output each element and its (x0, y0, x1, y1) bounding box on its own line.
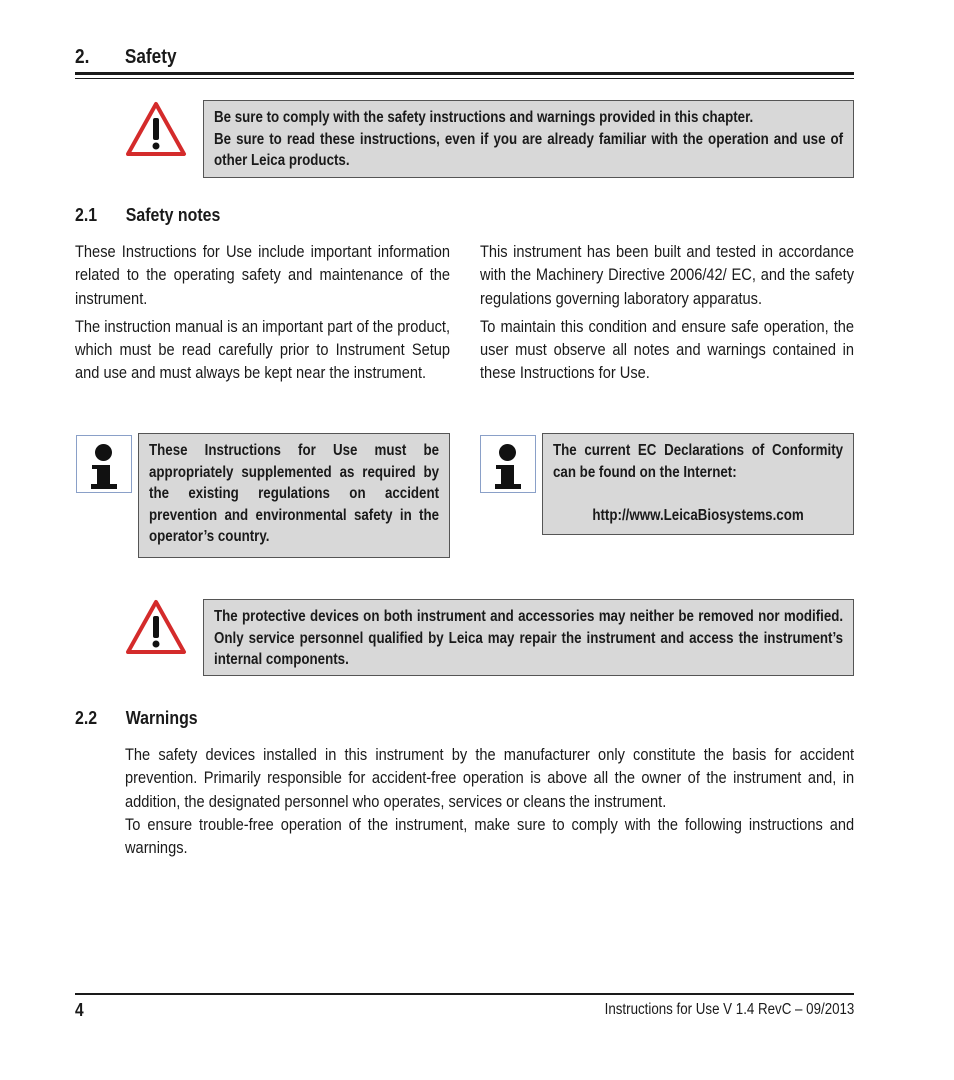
left-paragraph-1: These Instructions for Use include important information related to the operating safety and maintenance of the instrument. (75, 242, 451, 308)
warning-box-1 (203, 100, 854, 178)
warning-box-2-text: The protective devices on both instrument and accessories may neither be removed nor modified. Only service personnel qualified by Leica may repair the instrument and access the instrument’s internal components. (214, 608, 844, 668)
heading-rule-thin (75, 78, 854, 79)
chapter-title: Safety (124, 46, 177, 68)
footer-doc-info: Instructions for Use V 1.4 RevC – 09/2013 (604, 1001, 854, 1018)
info-box-left-text: These Instructions for Use must be appropriately supplemented as required by the existing regulations on accident prevention and environmental safety in the operator’s country. (149, 442, 440, 545)
info-i-icon (76, 435, 132, 493)
chapter-number: 2. (75, 46, 90, 68)
section-heading-safety-notes (75, 204, 220, 226)
section-number: 2.1 (75, 204, 98, 225)
right-paragraph-1: This instrument has been built and tested in accordance with the Machinery Directive 2006/42/ EC, and the safety regulations governing laboratory apparatus. (480, 242, 855, 308)
warning-triangle-icon (125, 599, 187, 655)
warnings-paragraph-2: To ensure trouble-free operation of the instrument, make sure to comply with the following instructions and warnings. (125, 814, 855, 858)
section-heading-warnings (75, 707, 198, 729)
warning-box-2 (203, 599, 854, 676)
footer-rule (75, 993, 854, 995)
warnings-paragraph-1: The safety devices installed in this instrument by the manufacturer only constitute the basis for accident prevention. Primarily responsible for accident-free operation is above all the owner of the instrument and, in addition, the designated personnel who operates, services or cleans the instrument. (125, 745, 855, 811)
section-number: 2.2 (75, 707, 98, 728)
leica-url-link[interactable]: http://www.LeicaBiosystems.com (592, 507, 804, 524)
warning-box-1-line-2: Be sure to read these instructions, even if you are already familiar with the operation and use of other Leica products. (214, 130, 844, 169)
heading-rule-thick (75, 72, 854, 75)
left-column-text (75, 240, 450, 390)
section-title: Safety notes (125, 204, 221, 225)
right-paragraph-2: To maintain this condition and ensure safe operation, the user must observe all notes and warnings contained in these Instructions for Use. (480, 316, 855, 383)
warning-box-1-line-1: Be sure to comply with the safety instructions and warnings provided in this chapter. (214, 109, 754, 126)
info-i-icon (480, 435, 536, 493)
chapter-heading (75, 46, 177, 69)
info-box-left (138, 433, 450, 558)
info-box-right-text: The current EC Declarations of Conformity can be found on the Internet: (553, 442, 844, 481)
warnings-text (125, 743, 854, 859)
info-box-right (542, 433, 854, 535)
left-paragraph-2: The instruction manual is an important part of the product, which must be read carefully prior to Instrument Setup and use and must always be kept near the instrument. (75, 316, 451, 383)
page-number: 4 (75, 1000, 84, 1020)
section-title: Warnings (125, 707, 198, 728)
right-column-text (480, 240, 854, 390)
warning-triangle-icon (125, 101, 187, 157)
